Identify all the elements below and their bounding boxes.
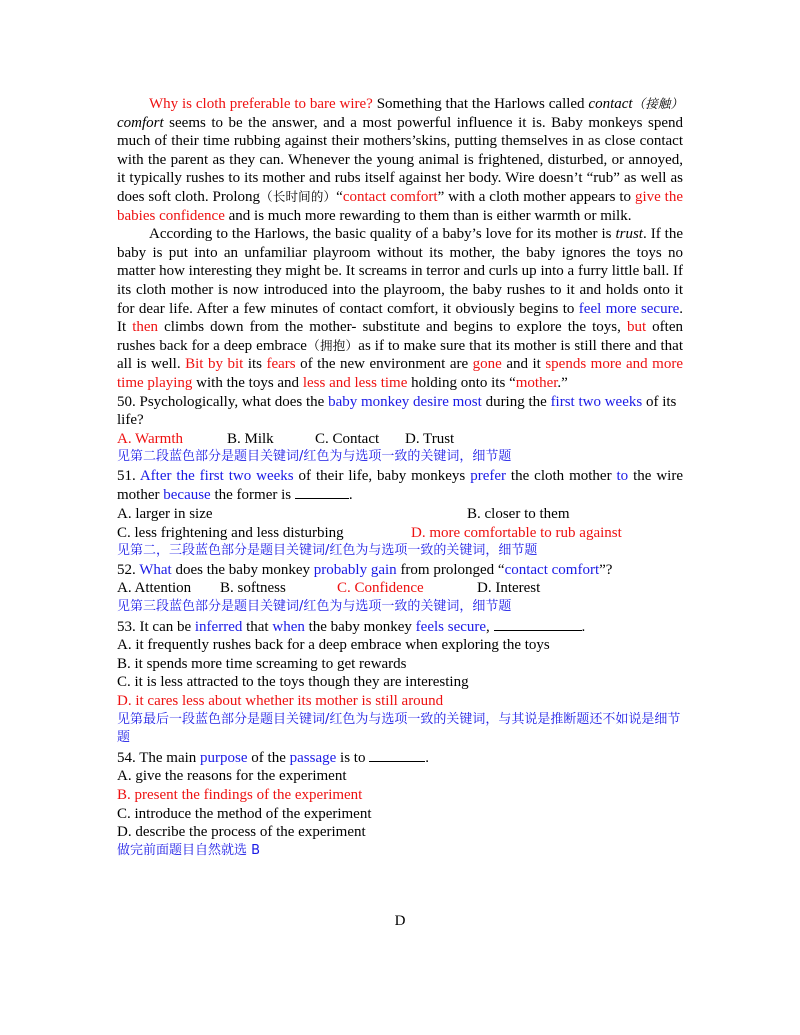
text-run: Something that the Harlows called	[372, 96, 589, 112]
text-run: climbs down from the mother- substitute and begins to explore the toys,	[158, 319, 627, 336]
confidence-highlight: give the babies confidence	[117, 188, 684, 224]
text-run: and is much more rewarding to them than is either warmth or milk.	[224, 207, 632, 224]
option-c: C. introduce the method of the experiment	[117, 805, 372, 822]
mother-highlight: mother	[515, 374, 558, 391]
term-trust: trust	[615, 226, 643, 243]
text-run: as if to make sure that its mother is still there and that all is well.	[117, 337, 684, 373]
option-a: A. it frequently rushes back for a deep embrace when exploring the toys	[117, 637, 550, 654]
text-run: the baby monkey	[304, 618, 416, 635]
option-d: D. Trust	[405, 430, 455, 447]
text-run: .	[425, 749, 429, 766]
text-run: and it	[501, 356, 546, 373]
text-run: of the	[247, 749, 290, 766]
keyword: prefer	[470, 467, 507, 484]
text-run: the cloth mother	[506, 467, 617, 484]
keyword: passage	[289, 749, 337, 766]
keyword: inferred	[194, 618, 243, 635]
answer-blank	[369, 748, 425, 762]
text-run: . It	[117, 300, 683, 336]
passage-paragraph-2	[117, 225, 683, 392]
text-run: . If the baby is put into an unfamiliar playroom without its mother, the baby ignores the toys no matter how interesting they might be. It screams in terror and curls up into a furry little ball. If its cloth mother is now introduced into the playroom, the baby rushes to it and holds onto it for dear life. After a few minutes of contact comfort, it obviously begins to	[117, 226, 683, 317]
question-54-stem	[117, 748, 683, 768]
bit-by-bit-highlight: Bit by bit	[185, 356, 244, 373]
contact-comfort-highlight: contact comfort	[342, 188, 438, 205]
text-run: of the new environment are	[295, 356, 473, 373]
option-b: B. it spends more time screaming to get rewards	[117, 655, 407, 672]
question-50-note: 见第二段蓝色部分是题目关键词/红色为与选项一致的关键词，细节题	[117, 449, 512, 465]
question-51-options-row2	[117, 524, 683, 543]
text-run: with the toys and	[192, 374, 303, 391]
option-c: C. Contact	[315, 430, 380, 447]
option-d: D. Interest	[477, 580, 541, 597]
option-a-correct: A. Warmth	[117, 430, 184, 447]
answer-blank	[494, 617, 582, 631]
text-run: with a cloth mother appears to	[444, 188, 635, 205]
answer-blank	[295, 485, 349, 499]
keyword: first two weeks	[550, 393, 643, 410]
text-run: is to	[336, 749, 370, 766]
text-run: the wire mother	[117, 467, 683, 504]
quote-mark: ”	[437, 188, 445, 205]
option-c: C. it is less attracted to the toys though they are interesting	[117, 674, 469, 691]
text-run: ”?	[599, 561, 613, 578]
text-run: from prolonged “	[396, 561, 505, 578]
gone-highlight: gone	[472, 356, 502, 373]
prolong-gloss: （长时间的）	[260, 188, 337, 204]
option-a: A. Attention	[117, 580, 192, 597]
text-run: the former is	[210, 487, 295, 504]
question-52-stem	[117, 561, 683, 580]
option-b-correct: B. present the findings of the experiment	[117, 786, 363, 803]
keyword: What	[139, 561, 172, 578]
term-comfort: comfort	[117, 114, 164, 131]
question-54-note: 做完前面题目自然就选 B	[117, 842, 261, 858]
option-b: B. closer to them	[467, 506, 570, 523]
term-contact: contact	[588, 96, 633, 112]
text-run: does the baby monkey	[171, 561, 314, 578]
text-run: 50. Psychologically, what does the	[117, 393, 329, 410]
text-run: often rushes back for a deep embrace	[117, 319, 683, 354]
question-53-stem	[117, 617, 683, 637]
question-50-options	[117, 430, 683, 449]
fears-highlight: fears	[266, 356, 296, 373]
keyword: After the first two weeks	[139, 467, 294, 484]
keyword: because	[163, 487, 211, 504]
text-run: its	[243, 356, 267, 373]
quote-mark: “	[336, 188, 343, 205]
text-run: holding onto its “	[407, 374, 516, 391]
text-run: 52.	[117, 561, 140, 578]
question-highlight: Why is cloth preferable to bare wire?	[149, 96, 373, 112]
spends-more-highlight: spends more and more time playing	[117, 356, 683, 391]
question-51-options-row1	[117, 505, 683, 524]
text-run: 54. The main	[117, 749, 201, 766]
text-run: ,	[486, 618, 494, 635]
text-run: .	[581, 618, 586, 635]
question-53-note: 见第最后一段蓝色部分是题目关键词/红色为与选项一致的关键词，与其说是推断题还不如说是细节题	[117, 711, 681, 746]
option-a: A. give the reasons for the experiment	[117, 768, 347, 785]
option-b: B. softness	[220, 580, 286, 597]
text-run: seems to be the answer, and a most powerful influence it is. Baby monkeys spend much of their time rubbing against their mothers’skins, putting themselves in as close contact with the parent as they can. Whenever the young animal is frightened, disturbed, or annoyed, it typically rushes to its mother and rubs itself against her body. Wire doesn’t “rub” as well as does soft cloth. Prolong	[117, 114, 683, 205]
keyword: contact comfort	[504, 561, 600, 578]
question-51-stem	[117, 467, 683, 505]
text-run: of its life?	[117, 393, 677, 429]
keyword: when	[272, 618, 305, 635]
section-letter: D	[394, 913, 406, 929]
text-run: According to the Harlows, the basic quality of a baby’s love for its mother is	[149, 226, 616, 243]
text-run: 53. It can be	[117, 618, 195, 635]
question-50-stem	[117, 393, 683, 430]
keyword: to	[616, 467, 629, 484]
less-and-less-highlight: less and less time	[302, 374, 408, 391]
option-a: A. larger in size	[117, 506, 213, 523]
embrace-gloss: （拥抱）	[306, 337, 359, 353]
text-run: 51.	[117, 467, 140, 484]
text-run: .	[348, 487, 353, 504]
text-run: during the	[481, 393, 551, 410]
question-51-note: 见第二，三段蓝色部分是题目关键词/红色为与选项一致的关键词，细节题	[117, 543, 538, 559]
feel-secure-keyword: feel more secure	[578, 300, 680, 317]
term-contact-zh: （接触）	[632, 96, 683, 111]
question-52-options	[117, 579, 683, 598]
then-highlight: then	[132, 319, 159, 336]
question-52-note: 见第三段蓝色部分是题目关键词/红色为与选项一致的关键词，细节题	[117, 599, 512, 615]
keyword: purpose	[200, 749, 248, 766]
option-d-correct: D. more comfortable to rub against	[411, 524, 622, 541]
but-highlight: but	[626, 319, 647, 336]
option-d-correct: D. it cares less about whether its mother is still around	[117, 693, 444, 709]
text-run: of their life, baby monkeys	[293, 467, 471, 484]
document-page	[117, 95, 683, 860]
option-c-correct: C. Confidence	[337, 580, 424, 597]
option-b: B. Milk	[227, 430, 274, 447]
option-c: C. less frightening and less disturbing	[117, 524, 344, 541]
keyword: feels secure	[415, 618, 487, 635]
keyword: baby monkey desire most	[328, 393, 482, 410]
passage-paragraph-1	[117, 95, 683, 225]
keyword: probably gain	[313, 561, 397, 578]
text-run: .”	[557, 374, 568, 391]
option-d: D. describe the process of the experiment	[117, 824, 366, 841]
text-run: that	[242, 618, 273, 635]
